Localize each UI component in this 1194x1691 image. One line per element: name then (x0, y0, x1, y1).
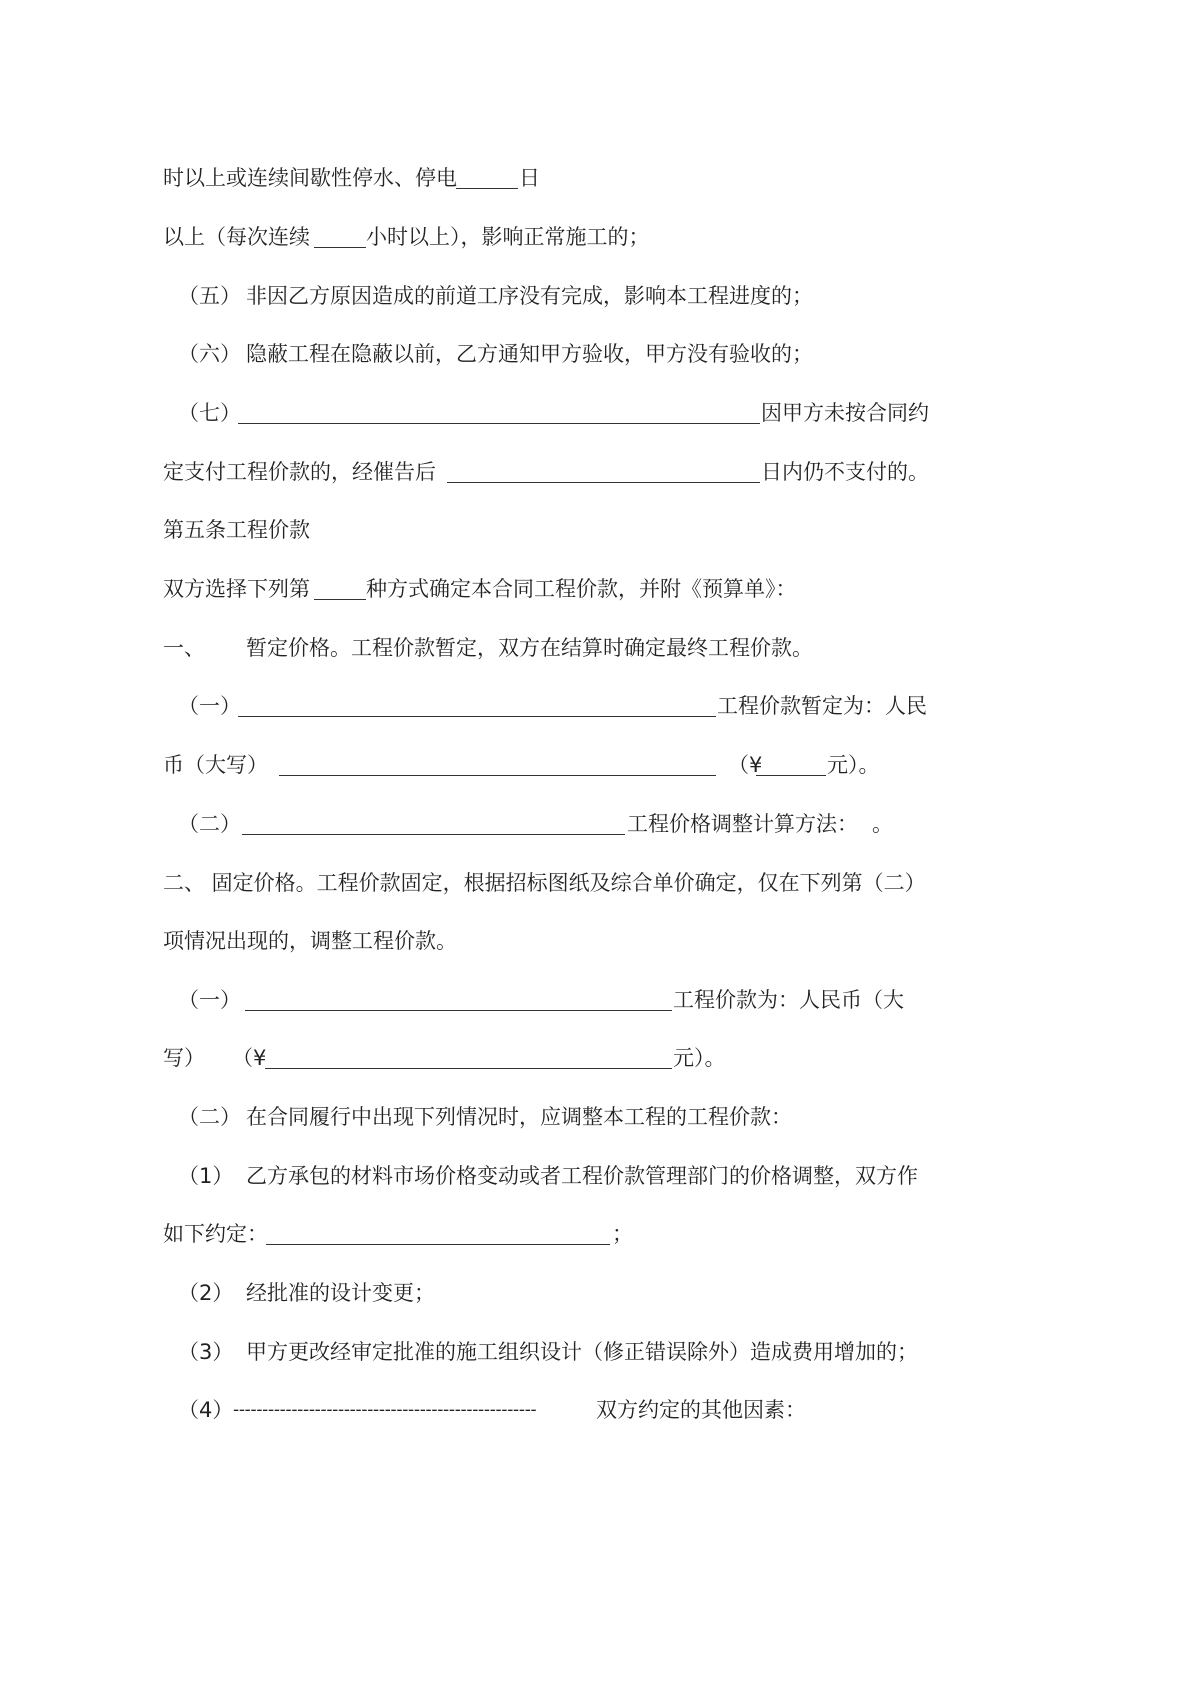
line-10 (0, 691, 1194, 721)
text: 元）。 (673, 1046, 726, 1070)
line-15 (0, 985, 1194, 1015)
heading: 第五条工程价款 (163, 518, 310, 542)
item-number: （3） (178, 1340, 234, 1364)
line-1 (0, 163, 1194, 193)
section-heading (0, 515, 1194, 545)
text: 双方约定的其他因素： (596, 1398, 806, 1422)
line-17 (0, 1102, 1194, 1132)
blank-field[interactable] (279, 775, 716, 776)
line-8 (0, 574, 1194, 604)
text: 工程价款暂定为：人民 (717, 694, 927, 718)
text: （¥ (232, 1046, 267, 1070)
line-3 (0, 281, 1194, 311)
item-number: （1） (178, 1164, 234, 1188)
text: 写） (163, 1046, 205, 1070)
line-14 (0, 926, 1194, 956)
blank-field[interactable] (265, 1068, 672, 1069)
line-21 (0, 1337, 1194, 1367)
text: 工程价款为：人民币（大 (673, 988, 904, 1012)
item-number: （一） (178, 988, 241, 1012)
text: 币（大写） (163, 753, 268, 777)
line-4 (0, 339, 1194, 369)
item-number: （4） (178, 1398, 234, 1422)
item-number: （七） (178, 401, 241, 425)
blank-field[interactable] (238, 423, 760, 424)
line-18 (0, 1161, 1194, 1191)
text: 元）。 (827, 753, 880, 777)
item-number: （一） (178, 694, 241, 718)
text: 因甲方未按合同约 (761, 401, 929, 425)
text: 时以上或连续间歇性停水、停电 (163, 166, 457, 190)
line-11 (0, 750, 1194, 780)
text: 。 (872, 812, 893, 836)
item-number: （五） (178, 284, 241, 308)
text: （¥ (728, 753, 763, 777)
line-6 (0, 457, 1194, 487)
text: 日 (519, 166, 540, 190)
line-13 (0, 868, 1194, 898)
line-16 (0, 1043, 1194, 1073)
item-number: 一、 (163, 636, 205, 660)
text: 非因乙方原因造成的前道工序没有完成，影响本工程进度的； (246, 284, 813, 308)
text: 经批准的设计变更； (246, 1281, 435, 1305)
line-9 (0, 633, 1194, 663)
dashed-blank[interactable]: ---------------------------------------------------- (233, 1400, 537, 1420)
text: 暂定价格。工程价款暂定，双方在结算时确定最终工程价款。 (246, 636, 813, 660)
line-20 (0, 1278, 1194, 1308)
blank-field[interactable] (447, 482, 760, 483)
blank-field[interactable] (266, 1244, 610, 1245)
text: 以上（每次连续 (163, 225, 310, 249)
text: 乙方承包的材料市场价格变动或者工程价款管理部门的价格调整，双方作 (246, 1164, 918, 1188)
item-number: （六） (178, 342, 241, 366)
blank-field[interactable] (314, 247, 366, 248)
blank-field[interactable] (245, 1010, 672, 1011)
text: 如下约定： (163, 1222, 268, 1246)
blank-field[interactable] (314, 599, 366, 600)
text: 小时以上），影响正常施工的； (366, 225, 650, 249)
text: 工程价格调整计算方法： (627, 812, 858, 836)
blank-field[interactable] (756, 775, 826, 776)
blank-field[interactable] (456, 188, 518, 189)
line-19 (0, 1219, 1194, 1249)
text: 种方式确定本合同工程价款，并附《预算单》： (366, 577, 797, 601)
blank-field[interactable] (242, 834, 625, 835)
text: 定支付工程价款的，经催告后 (163, 460, 436, 484)
line-2 (0, 222, 1194, 252)
item-number: （二） (178, 1105, 241, 1129)
text: 项情况出现的，调整工程价款。 (163, 929, 457, 953)
item-number: （二） (178, 812, 241, 836)
text: 隐蔽工程在隐蔽以前，乙方通知甲方验收，甲方没有验收的； (246, 342, 813, 366)
text: ； (612, 1222, 633, 1246)
text: 日内仍不支付的。 (761, 460, 929, 484)
line-22 (0, 1395, 1194, 1425)
line-12 (0, 809, 1194, 839)
text: 在合同履行中出现下列情况时，应调整本工程的工程价款： (246, 1105, 792, 1129)
line-5 (0, 398, 1194, 428)
blank-field[interactable] (238, 716, 716, 717)
item-number: （2） (178, 1281, 234, 1305)
text: 甲方更改经审定批准的施工组织设计（修正错误除外）造成费用增加的； (246, 1340, 918, 1364)
text: 二、 固定价格。工程价款固定，根据招标图纸及综合单价确定，仅在下列第（二） (163, 871, 926, 895)
text: 双方选择下列第 (163, 577, 310, 601)
